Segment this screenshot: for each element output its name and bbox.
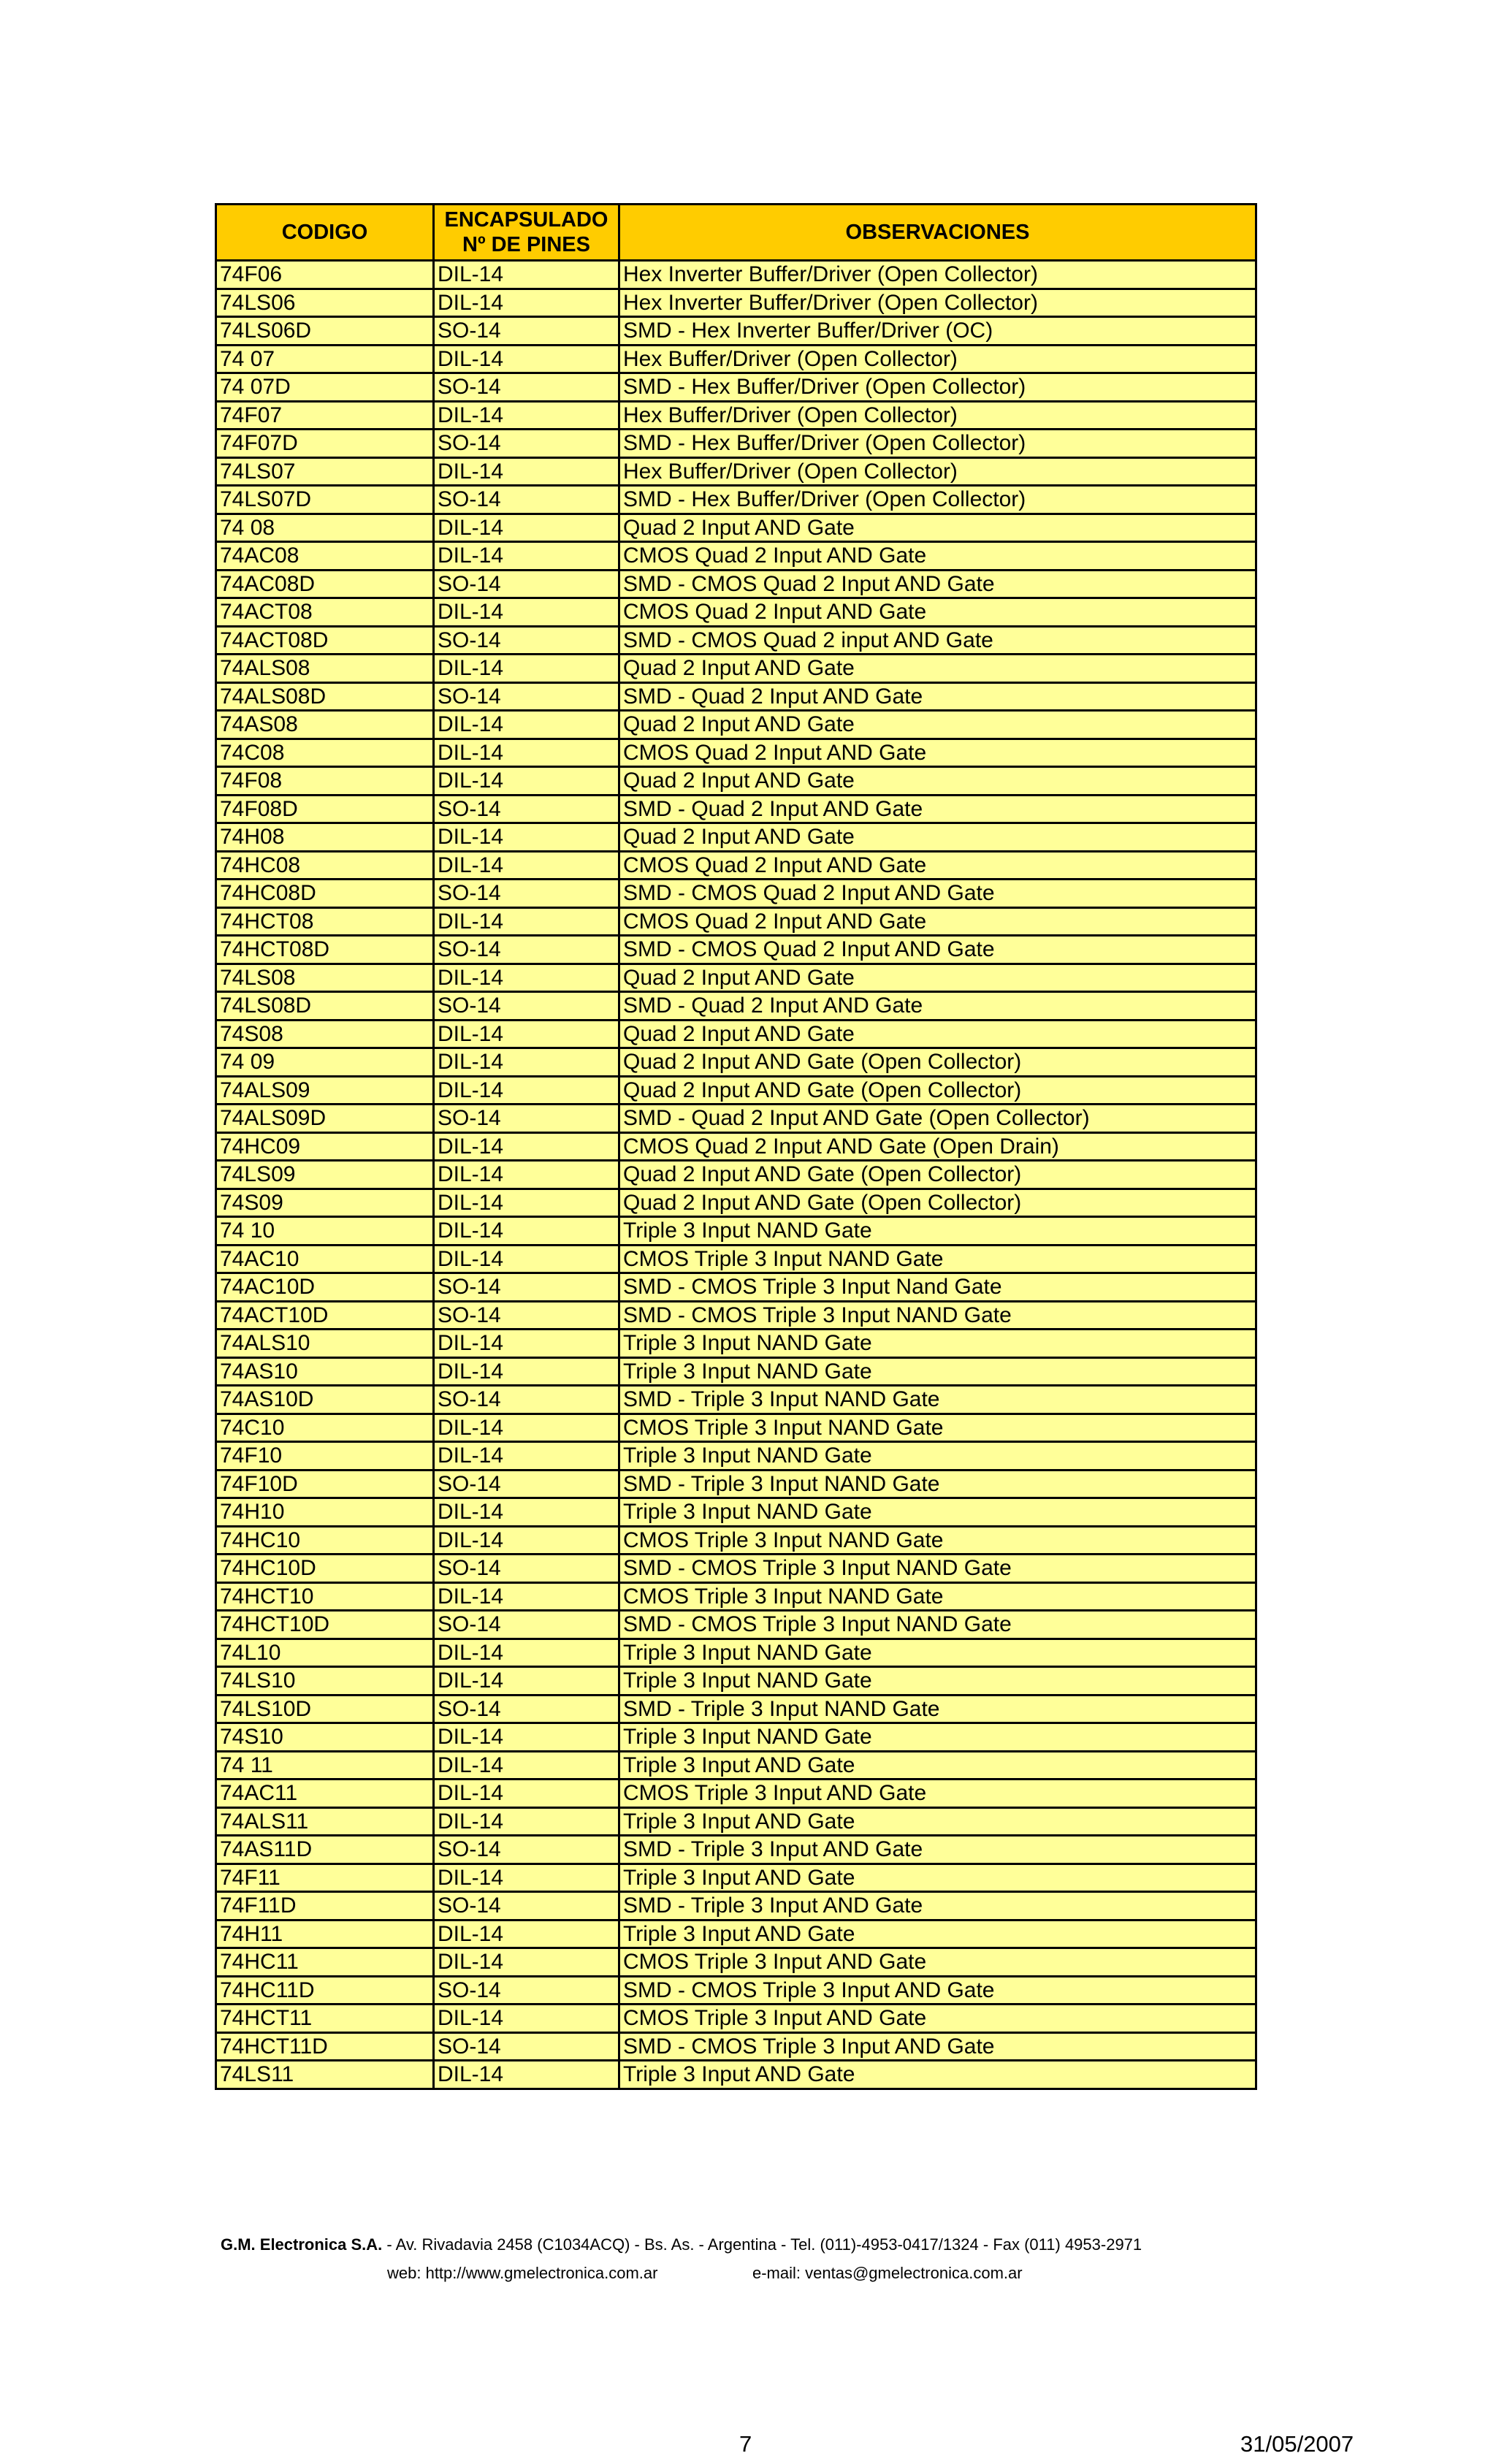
cell-observaciones: SMD - Hex Buffer/Driver (Open Collector) (619, 430, 1256, 458)
cell-codigo: 74HC10 (216, 1526, 434, 1555)
cell-encapsulado: SO-14 (434, 1301, 619, 1330)
cell-encapsulado: DIL-14 (434, 542, 619, 571)
page-date: 31/05/2007 (1240, 2431, 1354, 2457)
cell-codigo: 74H08 (216, 823, 434, 852)
cell-codigo: 74AS08 (216, 711, 434, 739)
cell-observaciones: Hex Buffer/Driver (Open Collector) (619, 457, 1256, 486)
cell-observaciones: SMD - CMOS Triple 3 Input AND Gate (619, 2032, 1256, 2061)
cell-codigo: 74ALS08D (216, 682, 434, 711)
cell-observaciones: CMOS Quad 2 Input AND Gate (619, 907, 1256, 936)
table-row (216, 711, 1256, 739)
cell-codigo: 74LS06 (216, 289, 434, 317)
cell-codigo: 74ALS09 (216, 1076, 434, 1105)
cell-observaciones: SMD - Triple 3 Input NAND Gate (619, 1695, 1256, 1723)
cell-encapsulado: SO-14 (434, 682, 619, 711)
table-row (216, 992, 1256, 1021)
cell-observaciones: SMD - Hex Buffer/Driver (Open Collector) (619, 373, 1256, 402)
table-row (216, 1330, 1256, 1358)
cell-observaciones: Quad 2 Input AND Gate (619, 655, 1256, 683)
cell-codigo: 74HC11 (216, 1948, 434, 1977)
cell-observaciones: Hex Buffer/Driver (Open Collector) (619, 401, 1256, 430)
cell-observaciones: CMOS Triple 3 Input NAND Gate (619, 1582, 1256, 1611)
cell-observaciones: SMD - CMOS Triple 3 Input Nand Gate (619, 1273, 1256, 1302)
cell-codigo: 74ALS09D (216, 1105, 434, 1133)
cell-codigo: 74AC08D (216, 570, 434, 598)
cell-codigo: 74HCT11D (216, 2032, 434, 2061)
cell-encapsulado: SO-14 (434, 430, 619, 458)
cell-encapsulado: DIL-14 (434, 1330, 619, 1358)
cell-encapsulado: DIL-14 (434, 1807, 619, 1836)
table-row (216, 1780, 1256, 1808)
cell-codigo: 74AS11D (216, 1836, 434, 1864)
cell-codigo: 74H10 (216, 1498, 434, 1527)
cell-encapsulado: DIL-14 (434, 289, 619, 317)
cell-codigo: 74AC08 (216, 542, 434, 571)
table-row (216, 1189, 1256, 1217)
cell-observaciones: Hex Buffer/Driver (Open Collector) (619, 345, 1256, 373)
cell-encapsulado: SO-14 (434, 317, 619, 346)
cell-encapsulado: DIL-14 (434, 2061, 619, 2089)
cell-observaciones: Triple 3 Input AND Gate (619, 1864, 1256, 1892)
cell-encapsulado: SO-14 (434, 486, 619, 514)
cell-observaciones: Triple 3 Input NAND Gate (619, 1357, 1256, 1386)
cell-observaciones: Quad 2 Input AND Gate (619, 767, 1256, 796)
cell-codigo: 74HCT10 (216, 1582, 434, 1611)
table-row (216, 964, 1256, 992)
cell-encapsulado: DIL-14 (434, 907, 619, 936)
cell-codigo: 74C10 (216, 1414, 434, 1442)
cell-codigo: 74 11 (216, 1751, 434, 1780)
table-row (216, 1526, 1256, 1555)
table-row (216, 1892, 1256, 1921)
cell-encapsulado: DIL-14 (434, 261, 619, 289)
table-row (216, 739, 1256, 767)
table-row (216, 1105, 1256, 1133)
cell-observaciones: CMOS Triple 3 Input NAND Gate (619, 1414, 1256, 1442)
cell-encapsulado: SO-14 (434, 2032, 619, 2061)
table-row (216, 626, 1256, 655)
cell-observaciones: Triple 3 Input NAND Gate (619, 1442, 1256, 1471)
cell-codigo: 74AC10D (216, 1273, 434, 1302)
table-row (216, 682, 1256, 711)
footer-email: e-mail: ventas@gmelectronica.com.ar (752, 2264, 1023, 2282)
cell-encapsulado: DIL-14 (434, 1132, 619, 1161)
table-row (216, 2005, 1256, 2033)
table-row (216, 1442, 1256, 1471)
cell-encapsulado: DIL-14 (434, 1751, 619, 1780)
cell-codigo: 74 07 (216, 345, 434, 373)
cell-codigo: 74F11 (216, 1864, 434, 1892)
table-row (216, 1301, 1256, 1330)
cell-encapsulado: SO-14 (434, 570, 619, 598)
cell-observaciones: SMD - Triple 3 Input AND Gate (619, 1836, 1256, 1864)
cell-codigo: 74LS08D (216, 992, 434, 1021)
cell-observaciones: Triple 3 Input NAND Gate (619, 1723, 1256, 1752)
table-row (216, 1217, 1256, 1246)
cell-codigo: 74F10D (216, 1470, 434, 1498)
cell-codigo: 74HC08 (216, 851, 434, 880)
table-row (216, 1667, 1256, 1696)
cell-encapsulado: DIL-14 (434, 457, 619, 486)
cell-encapsulado: SO-14 (434, 1976, 619, 2005)
footer-company: G.M. Electronica S.A. (221, 2235, 383, 2254)
table-row (216, 1555, 1256, 1583)
table-row (216, 289, 1256, 317)
table-row (216, 655, 1256, 683)
cell-encapsulado: DIL-14 (434, 514, 619, 542)
table-row (216, 1498, 1256, 1527)
cell-observaciones: SMD - Triple 3 Input AND Gate (619, 1892, 1256, 1921)
table-row (216, 345, 1256, 373)
cell-observaciones: Quad 2 Input AND Gate (Open Collector) (619, 1076, 1256, 1105)
cell-codigo: 74H11 (216, 1920, 434, 1948)
cell-encapsulado: SO-14 (434, 1386, 619, 1414)
cell-observaciones: SMD - CMOS Quad 2 input AND Gate (619, 626, 1256, 655)
cell-observaciones: CMOS Quad 2 Input AND Gate (Open Drain) (619, 1132, 1256, 1161)
table-row (216, 823, 1256, 852)
cell-encapsulado: DIL-14 (434, 1723, 619, 1752)
table-row (216, 1582, 1256, 1611)
footer-address: - Av. Rivadavia 2458 (C1034ACQ) - Bs. As. - Argentina - Tel. (011)-4953-0417/1324 - Fax (011) 4953-2971 (382, 2235, 1142, 2254)
cell-observaciones: Triple 3 Input AND Gate (619, 1751, 1256, 1780)
cell-observaciones: Quad 2 Input AND Gate (Open Collector) (619, 1161, 1256, 1189)
cell-encapsulado: DIL-14 (434, 739, 619, 767)
cell-encapsulado: SO-14 (434, 936, 619, 964)
cell-codigo: 74AC11 (216, 1780, 434, 1808)
table-row (216, 1864, 1256, 1892)
cell-codigo: 74ACT08 (216, 598, 434, 627)
table-row (216, 1611, 1256, 1639)
cell-encapsulado: SO-14 (434, 795, 619, 823)
cell-codigo: 74F08D (216, 795, 434, 823)
table-row (216, 373, 1256, 402)
table-row (216, 907, 1256, 936)
table-row (216, 767, 1256, 796)
cell-observaciones: Triple 3 Input AND Gate (619, 1807, 1256, 1836)
cell-observaciones: Hex Inverter Buffer/Driver (Open Collector) (619, 289, 1256, 317)
cell-codigo: 74 08 (216, 514, 434, 542)
cell-encapsulado: SO-14 (434, 373, 619, 402)
table-row (216, 430, 1256, 458)
cell-encapsulado: DIL-14 (434, 851, 619, 880)
cell-encapsulado: DIL-14 (434, 1498, 619, 1527)
cell-observaciones: SMD - CMOS Triple 3 Input NAND Gate (619, 1555, 1256, 1583)
cell-encapsulado: DIL-14 (434, 345, 619, 373)
cell-observaciones: Triple 3 Input AND Gate (619, 2061, 1256, 2089)
cell-codigo: 74F07D (216, 430, 434, 458)
cell-encapsulado: DIL-14 (434, 964, 619, 992)
cell-encapsulado: SO-14 (434, 626, 619, 655)
table-row (216, 1751, 1256, 1780)
table-row (216, 261, 1256, 289)
cell-encapsulado: DIL-14 (434, 401, 619, 430)
cell-encapsulado: DIL-14 (434, 655, 619, 683)
table-row (216, 1245, 1256, 1273)
table-row (216, 401, 1256, 430)
cell-observaciones: Quad 2 Input AND Gate (619, 823, 1256, 852)
table-row (216, 1132, 1256, 1161)
cell-observaciones: Triple 3 Input NAND Gate (619, 1217, 1256, 1246)
cell-encapsulado: DIL-14 (434, 767, 619, 796)
table-row (216, 570, 1256, 598)
table-body (216, 261, 1256, 2089)
cell-observaciones: CMOS Triple 3 Input AND Gate (619, 1948, 1256, 1977)
cell-codigo: 74 07D (216, 373, 434, 402)
cell-observaciones: SMD - CMOS Quad 2 Input AND Gate (619, 570, 1256, 598)
cell-observaciones: SMD - Quad 2 Input AND Gate (619, 682, 1256, 711)
cell-observaciones: CMOS Quad 2 Input AND Gate (619, 598, 1256, 627)
cell-codigo: 74LS07D (216, 486, 434, 514)
table-row (216, 1273, 1256, 1302)
product-table (215, 203, 1257, 2090)
cell-codigo: 74F10 (216, 1442, 434, 1471)
cell-observaciones: Triple 3 Input AND Gate (619, 1920, 1256, 1948)
cell-observaciones: CMOS Triple 3 Input NAND Gate (619, 1526, 1256, 1555)
header-codigo: CODIGO (216, 205, 434, 261)
cell-observaciones: Quad 2 Input AND Gate (619, 964, 1256, 992)
cell-codigo: 74LS08 (216, 964, 434, 992)
cell-encapsulado: SO-14 (434, 1555, 619, 1583)
cell-observaciones: CMOS Quad 2 Input AND Gate (619, 851, 1256, 880)
cell-observaciones: SMD - Triple 3 Input NAND Gate (619, 1386, 1256, 1414)
cell-encapsulado: DIL-14 (434, 1920, 619, 1948)
table-row (216, 2061, 1256, 2089)
cell-codigo: 74HCT10D (216, 1611, 434, 1639)
table-row (216, 880, 1256, 908)
table-row (216, 1723, 1256, 1752)
cell-encapsulado: DIL-14 (434, 1442, 619, 1471)
cell-encapsulado: DIL-14 (434, 1020, 619, 1048)
cell-observaciones: Hex Inverter Buffer/Driver (Open Collector) (619, 261, 1256, 289)
cell-codigo: 74HCT11 (216, 2005, 434, 2033)
cell-codigo: 74HCT08 (216, 907, 434, 936)
cell-observaciones: SMD - Hex Inverter Buffer/Driver (OC) (619, 317, 1256, 346)
cell-codigo: 74LS07 (216, 457, 434, 486)
cell-encapsulado: DIL-14 (434, 1414, 619, 1442)
table-row (216, 851, 1256, 880)
table-row (216, 542, 1256, 571)
cell-codigo: 74HC08D (216, 880, 434, 908)
table-row (216, 1976, 1256, 2005)
cell-observaciones: Quad 2 Input AND Gate (Open Collector) (619, 1189, 1256, 1217)
cell-codigo: 74ACT10D (216, 1301, 434, 1330)
cell-encapsulado: DIL-14 (434, 1189, 619, 1217)
header-encapsulado (434, 205, 619, 261)
table-row (216, 1695, 1256, 1723)
cell-codigo: 74LS06D (216, 317, 434, 346)
cell-codigo: 74S10 (216, 1723, 434, 1752)
cell-codigo: 74LS10 (216, 1667, 434, 1696)
cell-observaciones: SMD - Quad 2 Input AND Gate (619, 795, 1256, 823)
cell-encapsulado: DIL-14 (434, 1948, 619, 1977)
cell-encapsulado: SO-14 (434, 1611, 619, 1639)
header-encapsulado-line2: Nº DE PINES (462, 233, 590, 256)
cell-encapsulado: DIL-14 (434, 1582, 619, 1611)
cell-observaciones: Quad 2 Input AND Gate (Open Collector) (619, 1048, 1256, 1077)
cell-encapsulado: DIL-14 (434, 1639, 619, 1667)
cell-codigo: 74S08 (216, 1020, 434, 1048)
cell-encapsulado: DIL-14 (434, 2005, 619, 2033)
cell-observaciones: SMD - Quad 2 Input AND Gate (619, 992, 1256, 1021)
cell-codigo: 74LS10D (216, 1695, 434, 1723)
cell-encapsulado: DIL-14 (434, 711, 619, 739)
cell-codigo: 74HC09 (216, 1132, 434, 1161)
table-row (216, 1470, 1256, 1498)
cell-codigo: 74S09 (216, 1189, 434, 1217)
cell-codigo: 74AS10D (216, 1386, 434, 1414)
cell-codigo: 74ALS10 (216, 1330, 434, 1358)
cell-observaciones: CMOS Triple 3 Input NAND Gate (619, 1245, 1256, 1273)
cell-observaciones: Quad 2 Input AND Gate (619, 514, 1256, 542)
cell-observaciones: Triple 3 Input NAND Gate (619, 1498, 1256, 1527)
cell-codigo: 74C08 (216, 739, 434, 767)
cell-observaciones: SMD - CMOS Quad 2 Input AND Gate (619, 936, 1256, 964)
footer-address-line (221, 2235, 1142, 2254)
cell-codigo: 74F08 (216, 767, 434, 796)
cell-observaciones: Triple 3 Input NAND Gate (619, 1667, 1256, 1696)
cell-observaciones: CMOS Quad 2 Input AND Gate (619, 739, 1256, 767)
table-row (216, 1386, 1256, 1414)
cell-codigo: 74HC10D (216, 1555, 434, 1583)
cell-encapsulado: SO-14 (434, 1105, 619, 1133)
cell-observaciones: CMOS Triple 3 Input AND Gate (619, 1780, 1256, 1808)
page-number: 7 (739, 2431, 752, 2457)
cell-observaciones: Quad 2 Input AND Gate (619, 711, 1256, 739)
cell-observaciones: SMD - Triple 3 Input NAND Gate (619, 1470, 1256, 1498)
table-header (216, 205, 1256, 261)
table-row (216, 1920, 1256, 1948)
cell-encapsulado: DIL-14 (434, 1161, 619, 1189)
table-row (216, 317, 1256, 346)
cell-observaciones: CMOS Triple 3 Input AND Gate (619, 2005, 1256, 2033)
header-row (216, 205, 1256, 261)
cell-encapsulado: SO-14 (434, 1273, 619, 1302)
cell-encapsulado: DIL-14 (434, 823, 619, 852)
table-row (216, 1639, 1256, 1667)
cell-observaciones: SMD - Hex Buffer/Driver (Open Collector) (619, 486, 1256, 514)
table-row (216, 1948, 1256, 1977)
table-row (216, 514, 1256, 542)
table-row (216, 1020, 1256, 1048)
cell-codigo: 74LS09 (216, 1161, 434, 1189)
cell-observaciones: CMOS Quad 2 Input AND Gate (619, 542, 1256, 571)
table-row (216, 936, 1256, 964)
cell-encapsulado: SO-14 (434, 1695, 619, 1723)
table-row (216, 486, 1256, 514)
cell-observaciones: Triple 3 Input NAND Gate (619, 1639, 1256, 1667)
cell-observaciones: SMD - Quad 2 Input AND Gate (Open Collector) (619, 1105, 1256, 1133)
table-row (216, 1836, 1256, 1864)
table-row (216, 1076, 1256, 1105)
table-row (216, 1357, 1256, 1386)
cell-observaciones: Quad 2 Input AND Gate (619, 1020, 1256, 1048)
cell-encapsulado: SO-14 (434, 992, 619, 1021)
cell-encapsulado: DIL-14 (434, 1780, 619, 1808)
table-row (216, 2032, 1256, 2061)
cell-codigo: 74ALS11 (216, 1807, 434, 1836)
cell-codigo: 74LS11 (216, 2061, 434, 2089)
cell-encapsulado: DIL-14 (434, 1864, 619, 1892)
cell-encapsulado: DIL-14 (434, 1526, 619, 1555)
cell-codigo: 74HC11D (216, 1976, 434, 2005)
cell-observaciones: SMD - CMOS Triple 3 Input NAND Gate (619, 1611, 1256, 1639)
table-row (216, 457, 1256, 486)
footer-web: web: http://www.gmelectronica.com.ar (387, 2264, 658, 2282)
cell-codigo: 74L10 (216, 1639, 434, 1667)
table-row (216, 1161, 1256, 1189)
cell-codigo: 74F11D (216, 1892, 434, 1921)
cell-encapsulado: DIL-14 (434, 1245, 619, 1273)
header-observaciones: OBSERVACIONES (619, 205, 1256, 261)
cell-codigo: 74AC10 (216, 1245, 434, 1273)
cell-encapsulado: DIL-14 (434, 1048, 619, 1077)
table-row (216, 795, 1256, 823)
cell-codigo: 74ACT08D (216, 626, 434, 655)
cell-codigo: 74 10 (216, 1217, 434, 1246)
table-row (216, 1807, 1256, 1836)
cell-encapsulado: SO-14 (434, 880, 619, 908)
cell-codigo: 74 09 (216, 1048, 434, 1077)
cell-codigo: 74AS10 (216, 1357, 434, 1386)
cell-observaciones: Triple 3 Input NAND Gate (619, 1330, 1256, 1358)
cell-codigo: 74ALS08 (216, 655, 434, 683)
table-row (216, 1048, 1256, 1077)
cell-codigo: 74F06 (216, 261, 434, 289)
cell-observaciones: SMD - CMOS Quad 2 Input AND Gate (619, 880, 1256, 908)
header-encapsulado-line1: ENCAPSULADO (444, 208, 608, 232)
cell-encapsulado: DIL-14 (434, 1667, 619, 1696)
cell-encapsulado: SO-14 (434, 1470, 619, 1498)
cell-encapsulado: DIL-14 (434, 1217, 619, 1246)
cell-codigo: 74HCT08D (216, 936, 434, 964)
cell-codigo: 74F07 (216, 401, 434, 430)
cell-observaciones: SMD - CMOS Triple 3 Input NAND Gate (619, 1301, 1256, 1330)
table-row (216, 1414, 1256, 1442)
cell-encapsulado: SO-14 (434, 1892, 619, 1921)
cell-encapsulado: DIL-14 (434, 598, 619, 627)
table-row (216, 598, 1256, 627)
cell-encapsulado: SO-14 (434, 1836, 619, 1864)
cell-encapsulado: DIL-14 (434, 1357, 619, 1386)
cell-observaciones: SMD - CMOS Triple 3 Input AND Gate (619, 1976, 1256, 2005)
cell-encapsulado: DIL-14 (434, 1076, 619, 1105)
